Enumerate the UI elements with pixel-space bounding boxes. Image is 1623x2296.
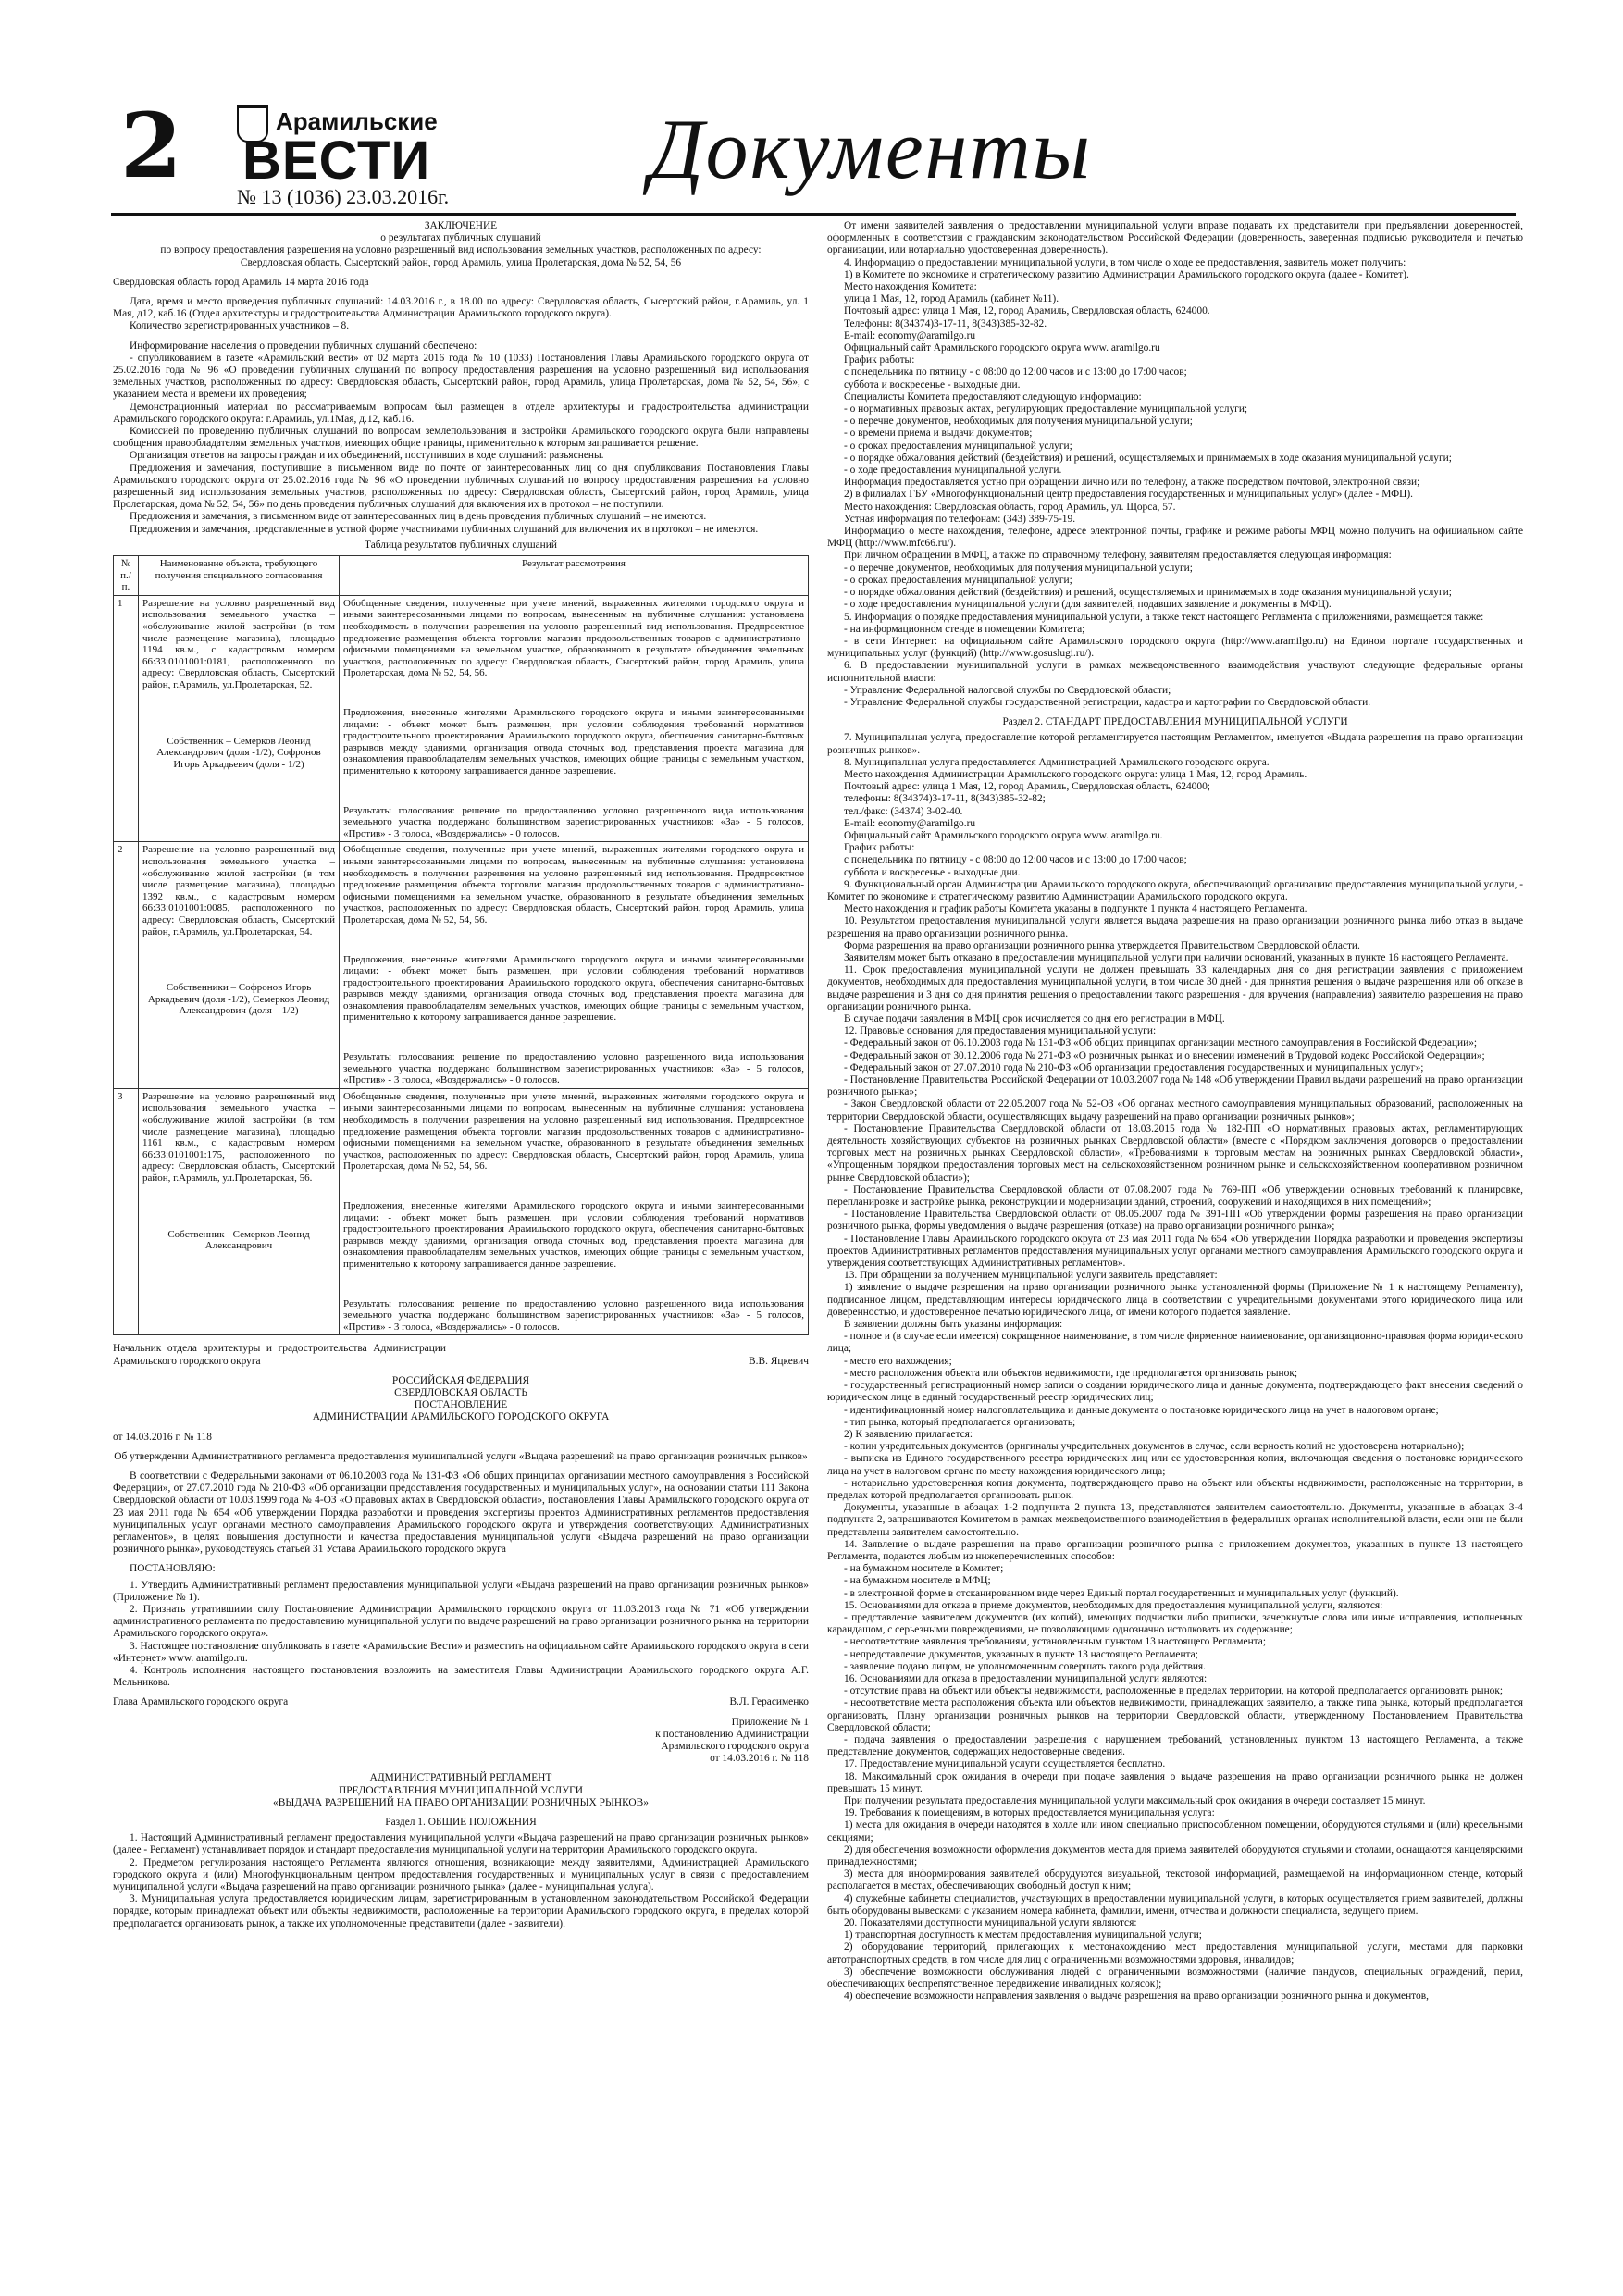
signatory-position: Глава Арамильского городского округа <box>113 1696 289 1708</box>
proposals: Предложения, внесенные жителями Арамильского городского округа и иными заинтересованными лицами: - объект может быть размещен, при условии соблюдения требований нормативов градостроительного проектирования Арамильского городского округа, обеспечения санитарно-бытовых разрывов между зданиями, организация отвода сточных вод, представления проекта магазина для ознакомления правообладателям земельных участков, имеющих общие границы с земельным участком, применительно к которому запрашивается данное разрешение. <box>343 953 804 1024</box>
paragraph: 13. При обращении за получением муниципальной услуги заявитель представляет: <box>844 1270 1218 1282</box>
row-number: 2 <box>114 842 139 1089</box>
paragraph: 12. Правовые основания для предоставления муниципальной услуги: <box>844 1025 1157 1037</box>
row-number: 3 <box>114 1088 139 1335</box>
paragraph: Комиссией по проведению публичных слушаний по вопросам землепользования и застройки Арамильского городского округа были направлены сообщения правообладателям земельных участков, имеющих общие границы, применительно к которым запрашивается решение. <box>113 426 809 450</box>
paragraph: 2) оборудование территорий, прилегающих к местонахождению мест предоставления муниципальной услуги, местами для парковки автотранспортных средств, в том числе для лиц с ограниченными возможностями здоровья, инвалидов; <box>827 1942 1523 1966</box>
paragraph: - о перечне документов, необходимых для получения муниципальной услуги; <box>844 416 1193 428</box>
result-cell <box>340 1088 809 1335</box>
paragraph: - Постановление Правительства Свердловской области от 18.03.2015 года № 182-ПП «О нормативных правовых актах, регламентирующих деятельность хозяйствующих субъектов на розничных рынках Свердловской области» (вместе с «Порядком заключения договоров о предоставлении торговых мест на розничных рынках Свердловской области», «Требованиями к торговым местам на розничных рынках Свердловской области», «Упрощенным порядком предоставления торговых мест на сельскохозяйственном розничном рынке и сельскохозяйственном кооперативном розничном рынке Свердловской области»); <box>827 1123 1523 1184</box>
paragraph: Специалисты Комитета предоставляют следующую информацию: <box>844 391 1142 403</box>
object-description: Разрешение на условно разрешенный вид использования земельного участка – «обслуживание жилой застройки (в том числе размещение магазина), площадью 1161 кв.м., с кадастровым номером 66:33:0101001:175, расположенного по адресу: Свердловская область, Сысертский район, г.Арамиль, ул.Пролетарская, 56. <box>142 1090 335 1185</box>
paragraph: Форма разрешения на право организации розничного рынка утверждается Правительством Свердловской области. <box>844 939 1360 951</box>
section-heading: Раздел 2. СТАНДАРТ ПРЕДОСТАВЛЕНИЯ МУНИЦИПАЛЬНОЙ УСЛУГИ <box>1002 716 1348 728</box>
paragraph: 8. Муниципальная услуга предоставляется Администрацией Арамильского городского округа. <box>844 756 1270 768</box>
paragraph: - отсутствие права на объект или объекты недвижимости, расположенные в пределах территории, на которой предполагается организовать рынок; <box>844 1685 1504 1697</box>
regulation-text <box>827 732 1523 2003</box>
paragraph: 5. Информация о порядке предоставления муниципальной услуги, а также текст настоящего Регламента с приложениями, размещается также: <box>844 611 1484 623</box>
regulation-item: 1. Настоящий Административный регламент предоставления муниципальной услуги «Выдача разрешений на право организации розничных рынков» (далее - Регламент) устанавливает порядок и стандарт предоставления муниципальной услуги на территории Арамильского городского округа. <box>113 1832 809 1856</box>
paragraph: - несоответствие заявления требованиям, установленным пунктом 13 настоящего Регламента; <box>844 1636 1266 1648</box>
paragraph: - о сроках предоставления муниципальной услуги; <box>844 440 1072 452</box>
regulation-title: АДМИНИСТРАТИВНЫЙ РЕГЛАМЕНТ <box>369 1772 552 1784</box>
paragraph: улица 1 Мая, 12, город Арамиль (кабинет №11). <box>844 293 1059 305</box>
annex-note: от 14.03.2016 г. № 118 <box>710 1753 809 1765</box>
paragraph: 2) для обеспечения возможности оформления документов места для приема заявителей оборудуются стульями и столами, оснащаются канцелярскими принадлежностями; <box>827 1843 1523 1868</box>
paragraph: Место нахождения: Свердловская область, город Арамиль, ул. Щорса, 57. <box>844 501 1176 513</box>
section-title: Документы <box>650 102 1093 196</box>
annex-note: к постановлению Администрации <box>655 1728 809 1740</box>
paragraph: Информирование населения о проведении публичных слушаний обеспечено: <box>130 340 477 352</box>
paragraph: 4) служебные кабинеты специалистов, участвующих в предоставлении муниципальной услуги, в которых осуществляется прием заявителей, должны быть оборудованы вывесками с указанием номера кабинета, фамилии, имени, отчества и должности специалиста, ведущего прием. <box>827 1893 1523 1917</box>
paragraph: Место нахождения и график работы Комитета указаны в подпункте 1 пункта 4 настоящего Регламента. <box>844 903 1307 915</box>
paragraph: 17. Предоставление муниципальной услуги осуществляется бесплатно. <box>844 1758 1166 1770</box>
object-cell <box>139 842 340 1089</box>
paragraph: - о перечне документов, необходимых для получения муниципальной услуги; <box>844 562 1193 574</box>
paragraph: 18. Максимальный срок ожидания в очереди при подаче заявления о выдаче разрешения на право организации розничного рынка не должен превышать 15 минут. <box>827 1770 1523 1794</box>
decree-preamble: В соответствии с Федеральными законами от 06.10.2003 года № 131-ФЗ «Об общих принципах организации местного самоуправления в Российской Федерации», от 27.07.2010 года № 210-ФЗ «Об организации предоставления государственных и муниципальных услуг», на основании статьи 111 Закона Свердловской области от 10.03.1999 года № 4-ОЗ «О правовых актах в Свердловской области», постановления Главы Арамильского городского округа от 23 мая 2011 года № 654 «Об утверждении Порядка разработки и проведения экспертизы проектов Административных регламентов предоставления муниципальных услуг органами местного самоуправления Арамильского городского округа и утверждения соответствующих Административных регламентов», в целях повышения доступности и качества предоставления муниципальной услуги «Выдача разрешений на право организации розничного рынка», руководствуясь статьей 31 Устава Арамильского городского округа <box>113 1470 809 1556</box>
decree-item: 3. Настоящее постановление опубликовать в газете «Арамильские Вести» и разместить на официальном сайте Арамильского городского округа в сети «Интернет» www. aramilgo.ru. <box>113 1640 809 1664</box>
table-row <box>114 595 809 842</box>
owners: Собственники – Софронов Игорь Аркадьевич (доля -1/2), Семерков Леонид Александрович (доля – 1/2) <box>147 982 330 1017</box>
paragraph: суббота и воскресенье - выходные дни. <box>844 379 1021 391</box>
paragraph: - о порядке обжалования действий (бездействия) и решений, осуществляемых и принимаемых в ходе оказания муниципальной услуги; <box>844 587 1452 599</box>
paragraph: - о сроках предоставления муниципальной услуги; <box>844 574 1072 586</box>
paragraph: От имени заявителей заявления о предоставлении муниципальной услуги вправе подавать их представители при предъявлении доверенностей, оформленных в соответствии с гражданским законодательством Российской Федерации (доверенность, заверенная подписью руководителя и печатью организации, или нотариально удостоверенная доверенность). <box>827 220 1523 256</box>
paragraph: При личном обращении в МФЦ, а также по справочному телефону, заявителям предоставляется следующая информация: <box>844 550 1392 562</box>
paragraph: 4. Информацию о предоставлении муниципальной услуги, в том числе о ходе ее предоставления, заявитель может получить: <box>844 256 1406 268</box>
paragraph: - идентификационный номер налогоплательщика и данные документа о постановке юридического лица на учет в налоговом органе; <box>844 1404 1439 1416</box>
paragraph: График работы: <box>844 842 915 854</box>
annex-note: Арамильского городского округа <box>661 1741 809 1753</box>
decree-header: ПОСТАНОВЛЕНИЕ <box>414 1399 508 1411</box>
paragraph: - опубликованием в газете «Арамильский вести» от 02 марта 2016 года № 10 (1033) Постановления Главы Арамильского городского округа от 25.02.2016 года № 96 «О проведении публичных слушаний по вопросу предоставления разрешения на условно разрешенный вид использования земельных участков, расположенных по адресу: Свердловская область, Сысертский район, город Арамиль, улица Пролетарская, дома № 52, 54, 56», с указанием места и времени их проведения; <box>113 352 809 401</box>
signatory-position: Начальник отдела архитектуры и градостроительства Администрации Арамильского городского округа <box>113 1343 446 1367</box>
decree-item: 4. Контроль исполнения настоящего постановления возложить на заместителя Главы Администрации Арамильского городского округа А.Г. Мельникова. <box>113 1665 809 1689</box>
conclusion-subtitle: по вопросу предоставления разрешения на условно разрешенный вид использования земельных участков, расположенных по адресу: <box>160 244 762 256</box>
paragraph: - Постановление Правительства Российской Федерации от 10.03.2007 года № 148 «Об утверждении Правил выдачи разрешений на право организации розничного рынка»; <box>827 1074 1523 1098</box>
paragraph: - место его нахождения; <box>844 1355 952 1367</box>
summary: Обобщенные сведения, полученные при учете мнений, выраженных жителями городского округа и иными заинтересованными лицами по вопросам, вынесенным на публичные слушания: установлена необходимость в получении разрешения на условно разрешенный вид использования. Предпроектное предложение размещения объекта торговли: магазин продовольственных товаров с административно-офисными помещениями на земельном участке, образованного в результате объединения земельных участков, расположенных по адресу: Свердловская область, Сысертский район, город Арамиль, улица Пролетарская, дома № 52, 54, 56. <box>343 844 804 925</box>
section-heading: Раздел 1. ОБЩИЕ ПОЛОЖЕНИЯ <box>385 1817 537 1829</box>
paragraph: 2) К заявлению прилагается: <box>844 1428 973 1440</box>
paragraph: Предложения и замечания, представленные в устной форме участниками публичных слушаний для включения их в протокол – не имеются. <box>130 523 759 535</box>
paragraph: с понедельника по пятницу - с 08:00 до 12:00 часов и с 13:00 до 17:00 часов; <box>844 854 1187 866</box>
paragraph: - Постановление Главы Арамильского городского округа от 23 мая 2011 года № 654 «Об утверждении Порядка разработки и проведения экспертизы проектов Административных регламентов предоставления муниципальных услуг органами местного самоуправления Арамильского городского округа и утверждения соответствующих Административных регламентов». <box>827 1233 1523 1270</box>
conclusion-title: ЗАКЛЮЧЕНИЕ <box>424 220 498 231</box>
paragraph: 9. Функциональный орган Администрации Арамильского городского округа, обеспечивающий организацию предоставления муниципальной услуги, - Комитет по экономике и стратегическому развитию Администрации Арамильского городского округа. <box>827 878 1523 902</box>
results-table <box>113 555 809 1335</box>
object-cell <box>139 1088 340 1335</box>
paragraph: Документы, указанные в абзацах 1-2 подпункта 2 пункта 13, представляются заявителем самостоятельно. Документы, указанные в абзацах 3-4 подпункта 2, запрашиваются Комитетом в рамках межведомственного взаимодействия в федеральных органах исполнительной власти, если они не были представлены заявителем самостоятельно. <box>827 1502 1523 1538</box>
paragraph: Место нахождения Администрации Арамильского городского округа: улица 1 Мая, 12, город Арамиль. <box>844 768 1307 780</box>
table-header-row <box>114 556 809 596</box>
paragraph: - полное и (в случае если имеется) сокращенное наименование, в том числе фирменное наименование, организационно-правовая форма юридического лица; <box>827 1331 1523 1355</box>
paragraph: - нотариально удостоверенная копия документа, подтверждающего право на объект или объекты недвижимости, расположенные на территории, в пределах которой предполагается организовать рынок. <box>827 1477 1523 1501</box>
paragraph: 2) в филиалах ГБУ «Многофункциональный центр предоставления государственных и муниципальных услуг» (далее - МФЦ). <box>844 489 1414 501</box>
row-number: 1 <box>114 595 139 842</box>
owners: Собственник - Семерков Леонид Александрович <box>167 1228 310 1252</box>
paragraph: - Федеральный закон от 06.10.2003 года № 131-ФЗ «Об общих принципах организации местного самоуправления в Российской Федерации»; <box>844 1037 1478 1049</box>
vote-result: Результаты голосования: решение по предоставлению условно разрешенного вида использования земельного участка поддержано большинством зарегистрированных участников: «За» - 5 голосов, «Против» - 3 голоса, «Воздержались» - 0 голосов. <box>343 804 804 839</box>
paragraph: Официальный сайт Арамильского городского округа www. aramilgo.ru <box>844 342 1160 354</box>
paragraph: - Управление Федеральной налоговой службы по Свердловской области; <box>844 684 1171 696</box>
paragraph: 1) транспортная доступность к местам предоставления муниципальной услуги; <box>844 1930 1202 1942</box>
paragraph: 19. Требования к помещениям, в которых предоставляется муниципальная услуга: <box>844 1807 1215 1819</box>
paragraph: Организация ответов на запросы граждан и их объединений, поступивших в ходе слушаний: разъяснены. <box>130 450 604 462</box>
paragraph: E-mail: economy@aramilgo.ru <box>844 817 976 829</box>
paragraph: Демонстрационный материал по рассматриваемым вопросам был размещен в отделе архитектуры и градостроительства администрации Арамильского городского округа: г.Арамиль, ул.1Мая, д.12, каб.16. <box>113 401 809 425</box>
object-description: Разрешение на условно разрешенный вид использования земельного участка – «обслуживание жилой застройки (в том числе размещение магазина), площадью 1194 кв.м., с кадастровым номером 66:33:0101001:0181, расположенного по адресу: Свердловская область, Сысертский район, г.Арамиль, ул.Пролетарская, 52. <box>142 597 335 691</box>
decree-header: РОССИЙСКАЯ ФЕДЕРАЦИЯ <box>391 1374 530 1386</box>
paragraph: - Федеральный закон от 30.12.2006 года № 271-ФЗ «О розничных рынках и о внесении изменений в Трудовой кодекс Российской Федерации»; <box>844 1049 1485 1061</box>
paragraph: - Постановление Правительства Свердловской области от 07.08.2007 года № 769-ПП «Об утверждении основных требований к планировке, перепланировке и застройке рынка, реконструкции и модернизации зданий, строений, сооружений и находящихся в них помещений»; <box>827 1184 1523 1209</box>
place-date: Свердловская область город Арамиль 14 марта 2016 года <box>113 276 369 288</box>
decree-item: 1. Утвердить Административный регламент предоставления муниципальной услуги «Выдача разрешений на право организации розничных рынков» (Приложение № 1). <box>113 1579 809 1603</box>
decree-resolve: ПОСТАНОВЛЯЮ: <box>130 1563 216 1575</box>
paragraph: Место нахождения Комитета: <box>844 281 977 293</box>
conclusion-subtitle: о результатах публичных слушаний <box>380 232 541 244</box>
paragraph: Дата, время и место проведения публичных слушаний: 14.03.2016 г., в 18.00 по адресу: Свердловская область, Сысертский район, г.Арамиль, ул. 1 Мая, д12, каб.16 (Отдел архитектуры и градостроительства Администрации Арамильского городского округа). <box>113 296 809 320</box>
paragraph: - о порядке обжалования действий (бездействия) и решений, осуществляемых и принимаемых в ходе оказания муниципальной услуги; <box>844 452 1452 464</box>
paragraph: При получении результата предоставления муниципальной услуги максимальный срок ожидания в очереди составляет 15 минут. <box>844 1795 1426 1806</box>
paragraph: - государственный регистрационный номер записи о создании юридического лица и данные документа, подтверждающего факт внесения сведений о юридическом лице в единый государственный реестр юридических лиц; <box>827 1380 1523 1404</box>
paragraph: - о нормативных правовых актах, регулирующих предоставление муниципальной услуги; <box>844 403 1248 416</box>
paragraph: - Постановление Правительства Свердловской области от 08.05.2007 года № 391-ПП «Об утверждении формы разрешения на право организации розничного рынка, формы уведомления о выдаче разрешения (отказе) на право организации розничного рынка»; <box>827 1209 1523 1233</box>
paragraph: 1) заявление о выдаче разрешения на право организации розничного рынка установленной формы (Приложение № 1 к настоящему Регламенту), подписанное лицом, представляющим интересы юридического лица в соответствии с учредительными документами этого юридического лица или доверенностью, и удостоверенное печатью юридического лица, от имени которого подается заявление. <box>827 1282 1523 1318</box>
paragraph: - заявление подано лицом, не уполномоченным совершать такого рода действия. <box>844 1660 1207 1672</box>
decree-date: от 14.03.2016 г. № 118 <box>113 1431 212 1443</box>
paragraph: - о ходе предоставления муниципальной услуги (для заявителей, подавших заявление и документы в МФЦ). <box>844 599 1332 611</box>
paragraph: 15. Основаниями для отказа в приеме документов, необходимых для предоставления муниципальной услуги, являются: <box>844 1599 1383 1611</box>
decree-item: 2. Признать утратившими силу Постановление Администрации Арамильского городского округа от 11.03.2013 года № 71 «Об утверждении административного регламента по предоставлению муниципальной услуги по выдаче разрешений на право организации розничного рынка на территории Арамильского городского округа». <box>113 1604 809 1640</box>
masthead <box>120 93 1508 213</box>
decree-header: СВЕРДЛОВСКАЯ ОБЛАСТЬ <box>394 1386 527 1398</box>
paragraph: Почтовый адрес: улица 1 Мая, 12, город Арамиль, Свердловская область, 624000; <box>844 781 1210 793</box>
paragraph: - в электронной форме в отсканированном виде через Единый портал государственных и муниципальных услуг (функций). <box>844 1587 1399 1599</box>
column-header: Наименование объекта, требующего получения специального согласования <box>139 556 340 596</box>
paragraph: - непредставление документов, указанных в пункте 13 настоящего Регламента; <box>844 1648 1198 1660</box>
paragraph: Предложения и замечания, поступившие в письменном виде по почте от заинтересованных лиц со дня опубликования Постановления Главы Арамильского городского округа от 25.02.2016 года № 96 «О проведении публичных слушаний по вопросу предоставления разрешения на условно разрешенный вид использования земельных участков, расположенных по адресу: Свердловская область, Сысертский район, город Арамиль, улица Пролетарская, дома № 52, 54, 56» по день проведения публичных слушаний для включения их в протокол – не поступили. <box>113 462 809 511</box>
summary: Обобщенные сведения, полученные при учете мнений, выраженных жителями городского округа и иными заинтересованными лицами по вопросам, вынесенным на публичные слушания: установлена необходимость в получении разрешения на условно разрешенный вид использования. Предпроектное предложение размещения объекта торговли: магазин продовольственных товаров с административно-офисными помещениями на земельном участке, образованного в результате объединения земельных участков, расположенных по адресу: Свердловская область, Сысертский район, город Арамиль, улица Пролетарская, дома № 52, 54, 56. <box>343 597 804 679</box>
paragraph: 4) обеспечение возможности направления заявления о выдаче разрешения на право организации розничного рынка и документов, <box>844 1991 1429 2003</box>
paragraph: телефоны: 8(34374)3-17-11, 8(343)385-32-82; <box>844 793 1046 805</box>
paragraph: 1) в Комитете по экономике и стратегическому развитию Администрации Арамильского городского округа (далее - Комитет). <box>844 268 1409 280</box>
annex-note: Приложение № 1 <box>731 1716 809 1728</box>
paragraph: E-mail: economy@aramilgo.ru <box>844 329 976 341</box>
paragraph: В заявлении должны быть указаны информация: <box>844 1319 1063 1331</box>
paragraph: 7. Муниципальная услуга, предоставление которой регламентируется настоящим Регламентом, именуется «Выдача разрешения на право организации розничных рынков». <box>827 732 1523 756</box>
paragraph: - выписка из Единого государственного реестра юридических лиц или ее удостоверенная копия, включающая сведения о постановке юридического лица на учет в налоговом органе по месту нахождения юридического лица; <box>827 1453 1523 1477</box>
paragraph: суббота и воскресенье - выходные дни. <box>844 866 1021 878</box>
paragraph: 6. В предоставлении муниципальной услуги в рамках межведомственного взаимодействия участвуют следующие федеральные органы исполнительной власти: <box>827 660 1523 684</box>
paragraph: тел./факс: (34374) 3-02-40. <box>844 805 963 817</box>
right-column <box>827 220 1523 2003</box>
newspaper-name: ВЕСТИ <box>242 130 431 191</box>
table-caption: Таблица результатов публичных слушаний <box>365 539 557 551</box>
regulation-title: ПРЕДОСТАВЛЕНИЯ МУНИЦИПАЛЬНОЙ УСЛУГИ <box>339 1784 583 1796</box>
paragraph: - на информационном стенде в помещении Комитета; <box>844 623 1085 635</box>
summary: Обобщенные сведения, полученные при учете мнений, выраженных жителями городского округа и иными заинтересованными лицами по вопросам, вынесенным на публичные слушания: установлена необходимость в получении разрешения на условно разрешенный вид использования. Предпроектное предложение размещения объекта торговли: магазин продовольственных товаров с административно-офисными помещениями на земельном участке, образованного в результате объединения земельных участков, расположенных по адресу: Свердловская область, Сысертский район, город Арамиль, улица Пролетарская, дома № 52, 54, 56. <box>343 1090 804 1173</box>
paragraph: Устная информация по телефонам: (343) 389-75-19. <box>844 513 1076 525</box>
paragraph: - о ходе предоставления муниципальной услуги. <box>844 465 1062 477</box>
paragraph: Почтовый адрес: улица 1 Мая, 12, город Арамиль, Свердловская область, 624000. <box>844 305 1210 317</box>
paragraph: 16. Основаниями для отказа в предоставлении муниципальной услуги являются: <box>844 1672 1208 1684</box>
paragraph: с понедельника по пятницу - с 08:00 до 12:00 часов и с 13:00 до 17:00 часов; <box>844 366 1187 379</box>
paragraph: Информация предоставляется устно при обращении лично или по телефону, а также посредством почтовой, электронной связи; <box>844 477 1420 489</box>
paragraph: - на бумажном носителе в Комитет; <box>844 1563 1004 1575</box>
newspaper-name-small: Арамильские <box>276 107 438 135</box>
paragraph: Количество зарегистрированных участников – 8. <box>130 320 350 332</box>
vote-result: Результаты голосования: решение по предоставлению условно разрешенного вида использования земельного участка поддержано большинством зарегистрированных участников: «За» - 5 голосов, «Против» - 3 голоса, «Воздержались» - 0 голосов. <box>343 1051 804 1086</box>
signatory-name: В.В. Яцкевич <box>749 1355 809 1367</box>
regulation-text <box>827 220 1523 709</box>
column-header: Результат рассмотрения <box>340 556 809 596</box>
table-row <box>114 842 809 1089</box>
paragraph: - в сети Интернет: на официальном сайте Арамильского городского округа (http://www.aramilgo.ru) на Едином портале государственных и муниципальных услуг (функций) (http://www.gosuslugi.ru/). <box>827 635 1523 660</box>
paragraph: - Федеральный закон от 27.07.2010 года № 210-ФЗ «Об организации предоставления государственных и муниципальных услуг»; <box>844 1061 1424 1074</box>
paragraph: 3) обеспечение возможности обслуживания людей с ограниченными возможностями (наличие пандусов, специальных ограждений, перил, обеспечивающих беспрепятственное передвижение инвалидных колясок); <box>827 1966 1523 1991</box>
signature-block <box>113 1696 809 1708</box>
vote-result: Результаты голосования: решение по предоставлению условно разрешенного вида использования земельного участка поддержано большинством зарегистрированных участников: «За» - 5 голосов, «Против» - 3 голоса, «Воздержались» - 0 голосов. <box>343 1297 804 1333</box>
paragraph: График работы: <box>844 354 915 366</box>
paragraph: 10. Результатом предоставления муниципальной услуги является выдача разрешения на право организации розничного рынка либо отказ в выдаче разрешения на право организации розничного рынка. <box>827 915 1523 939</box>
result-cell <box>340 842 809 1089</box>
proposals: Предложения, внесенные жителями Арамильского городского округа и иными заинтересованными лицами: - объект может быть размещен, при условии соблюдения требований нормативов градостроительного проектирования Арамильского городского округа, обеспечения санитарно-бытовых разрывов между зданиями, организация отвода сточных вод, представления проекта магазина для ознакомления правообладателям земельных участков, имеющих общие границы с земельным участком, применительно к которому запрашивается данное разрешение. <box>343 1200 804 1270</box>
paragraph: - Закон Свердловской области от 22.05.2007 года № 52-ОЗ «Об органах местного самоуправления муниципальных образований, расположенных на территории Свердловской области, осуществляющих выдачу разрешений на право организации розничных рынков»; <box>827 1098 1523 1123</box>
paragraph: - о времени приема и выдачи документов; <box>844 428 1033 440</box>
paragraph: Телефоны: 8(34374)3-17-11, 8(343)385-32-82. <box>844 317 1047 329</box>
issue-number: № 13 (1036) 23.03.2016г. <box>237 185 450 208</box>
paragraph: - подача заявления о предоставлении разрешения с нарушением требований, установленных пунктом 13 настоящего Регламента, а также представление документов, содержащих недостоверные сведения. <box>827 1733 1523 1758</box>
paragraph: 1) места для ожидания в очереди находятся в холле или ином специально приспособленном помещении, оборудуются стульями и (или) кресельными секциями; <box>827 1819 1523 1843</box>
table-row <box>114 1088 809 1335</box>
proposals: Предложения, внесенные жителями Арамильского городского округа и иными заинтересованными лицами: - объект может быть размещен, при условии соблюдения требований нормативов градостроительного проектирования Арамильского городского округа, обеспечения санитарно-бытовых разрывов между зданиями, организация отвода сточных вод, представления проекта магазина для ознакомления правообладателям земельных участков, имеющих общие границы с земельным участком, применительно к которому запрашивается данное разрешение. <box>343 707 804 776</box>
signature-block <box>113 1343 809 1367</box>
paragraph: - Управление Федеральной службы государственной регистрации, кадастра и картографии по Свердловской области. <box>844 696 1371 708</box>
object-cell <box>139 595 340 842</box>
signatory-name: В.Л. Герасименко <box>729 1696 809 1708</box>
result-cell <box>340 595 809 842</box>
header-rule <box>111 213 1516 216</box>
paragraph: 11. Срок предоставления муниципальной услуги не должен превышать 33 календарных дня со дня регистрации заявления с приложением документов, необходимых для предоставления муниципальной услуги, в том числе 30 дней - для принятия решения о выдаче разрешения или об отказе в выдаче разрешения и 3 дня со дня принятия решения о предоставлении такого разрешения - для вручения (направления) заявителю разрешения на право организации розничного рынка. <box>827 964 1523 1012</box>
paragraph: - тип рынка, который предполагается организовать; <box>844 1416 1076 1428</box>
decree-header: АДМИНИСТРАЦИИ АРАМИЛЬСКОГО ГОРОДСКОГО ОКРУГА <box>312 1411 610 1423</box>
owners: Собственник – Семерков Леонид Александрович (доля -1/2), Софронов Игорь Аркадьевич (доля - 1/2) <box>156 735 321 770</box>
paragraph: 14. Заявление о выдаче разрешения на право организации розничного рынка с приложением документов, указанных в пункте 13 настоящего Регламента, подаются любым из нижеперечисленных способов: <box>827 1538 1523 1562</box>
decree-title: Об утверждении Административного регламента предоставления муниципальной услуги «Выдача разрешений на право организации розничных рынков» <box>114 1450 808 1462</box>
paragraph: - копии учредительных документов (оригиналы учредительных документов в случае, если верность копий не удостоверена нотариально); <box>844 1441 1465 1453</box>
paragraph: - на бумажном носителе в МФЦ; <box>844 1575 991 1587</box>
object-description: Разрешение на условно разрешенный вид использования земельного участка – «обслуживание жилой застройки (в том числе размещение магазина), площадью 1392 кв.м., с кадастровым номером 66:33:0101001:0085, расположенного по адресу: Свердловская область, Сысертский район, г.Арамиль, ул.Пролетарская, 54. <box>142 844 335 937</box>
paragraph: В случае подачи заявления в МФЦ срок исчисляется со дня его регистрации в МФЦ. <box>844 1013 1225 1024</box>
paragraph: 3) места для информирования заявителей оборудуются визуальной, текстовой информацией, размещаемой на информационном стенде, который располагается в местах, обеспечивающих свободный доступ к ним; <box>827 1868 1523 1893</box>
regulation-item: 2. Предметом регулирования настоящего Регламента являются отношения, возникающие между заявителями, Администрацией Арамильского городского округа и (или) Многофункциональным центром предоставления государственных и муниципальных услуг в связи с предоставлением муниципальной услуги «Выдача разрешений на право организации розничного рынка» (далее - муниципальная услуга). <box>113 1856 809 1893</box>
left-column <box>113 220 809 1930</box>
paragraph: Предложения и замечания, в письменном виде от заинтересованных лиц в день проведения публичных слушаний – не имеются. <box>130 511 707 523</box>
paragraph: Информацию о месте нахождения, телефоне, адресе электронной почты, графике и режиме работы МФЦ можно получить на официальном сайте МФЦ (http://www.mfc66.ru/). <box>827 526 1523 550</box>
paragraph: - представление заявителем документов (их копий), имеющих подчистки либо приписки, зачеркнутые слова или иные исправления, исполненных карандашом, с серьезными повреждениями, не позволяющими однозначно истолковать их содержание; <box>827 1611 1523 1636</box>
paragraph: - несоответствие места расположения объекта или объектов недвижимости, принадлежащих заявителю, а также типа рынка, который предполагается организовать, Плану организации розничных рынков на территории Свердловской области, утвержденному Постановлением Правительства Свердловской области; <box>827 1697 1523 1733</box>
paragraph: 20. Показателями доступности муниципальной услуги являются: <box>844 1917 1137 1930</box>
page-number: 2 <box>120 93 182 198</box>
regulation-title: «ВЫДАЧА РАЗРЕШЕНИЙ НА ПРАВО ОРГАНИЗАЦИИ РОЗНИЧНЫХ РЫНКОВ» <box>273 1796 649 1808</box>
regulation-item: 3. Муниципальная услуга предоставляется юридическим лицам, зарегистрированным в установленном законодательством Российской Федерации порядке, которым принадлежат объект или объекты недвижимости, расположенные на территории Арамильского городского округа, в пределах которой предполагается организовать рынок, а также их уполномоченные представители (далее - заявители). <box>113 1893 809 1930</box>
column-header: № п./п. <box>114 556 139 596</box>
paragraph: - место расположения объекта или объектов недвижимости, где предполагается организовать рынок; <box>844 1367 1298 1379</box>
conclusion-subtitle: Свердловская область, Сысертский район, город Арамиль, улица Пролетарская, дома № 52, 54, 56 <box>240 256 682 268</box>
paragraph: Официальный сайт Арамильского городского округа www. aramilgo.ru. <box>844 829 1163 841</box>
paragraph: Заявителям может быть отказано в предоставлении муниципальной услуги при наличии оснований, указанных в пункте 16 настоящего Регламента. <box>844 951 1509 963</box>
